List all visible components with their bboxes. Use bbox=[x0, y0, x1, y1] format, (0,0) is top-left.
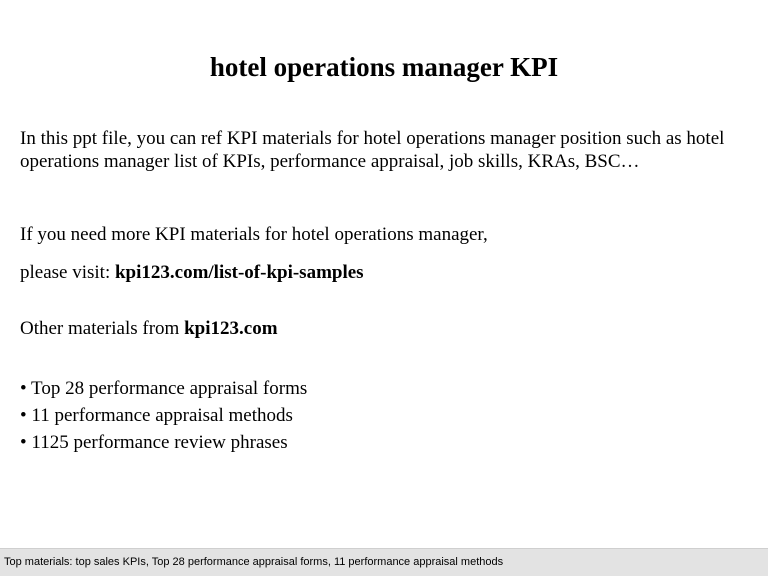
other-prefix: Other materials from bbox=[20, 318, 185, 339]
slide-title: hotel operations manager KPI bbox=[209, 52, 559, 82]
need-more-text: If you need more KPI materials for hotel operations manager, bbox=[20, 224, 488, 245]
list-item: • 11 performance appraisal methods bbox=[20, 405, 293, 426]
visit-prefix: please visit: bbox=[20, 262, 115, 283]
footer-text: Top materials: top sales KPIs, Top 28 performance appraisal forms, 11 performance appraisal methods bbox=[4, 556, 504, 568]
other-link[interactable]: kpi123.com bbox=[184, 318, 278, 339]
visit-link[interactable]: kpi123.com/list-of-kpi-samples bbox=[114, 262, 364, 283]
footer-bar bbox=[0, 548, 768, 576]
intro-paragraph: In this ppt file, you can ref KPI materials for hotel operations manager position such as hotel operations manager list of KPIs, performance appraisal, job skills, KRAs, BSC… bbox=[20, 128, 725, 172]
other-materials-line bbox=[20, 317, 750, 340]
list-item: • Top 28 performance appraisal forms bbox=[20, 378, 308, 399]
visit-line bbox=[20, 261, 750, 284]
materials-list bbox=[20, 375, 307, 456]
list-item: • 1125 performance review phrases bbox=[20, 432, 288, 453]
